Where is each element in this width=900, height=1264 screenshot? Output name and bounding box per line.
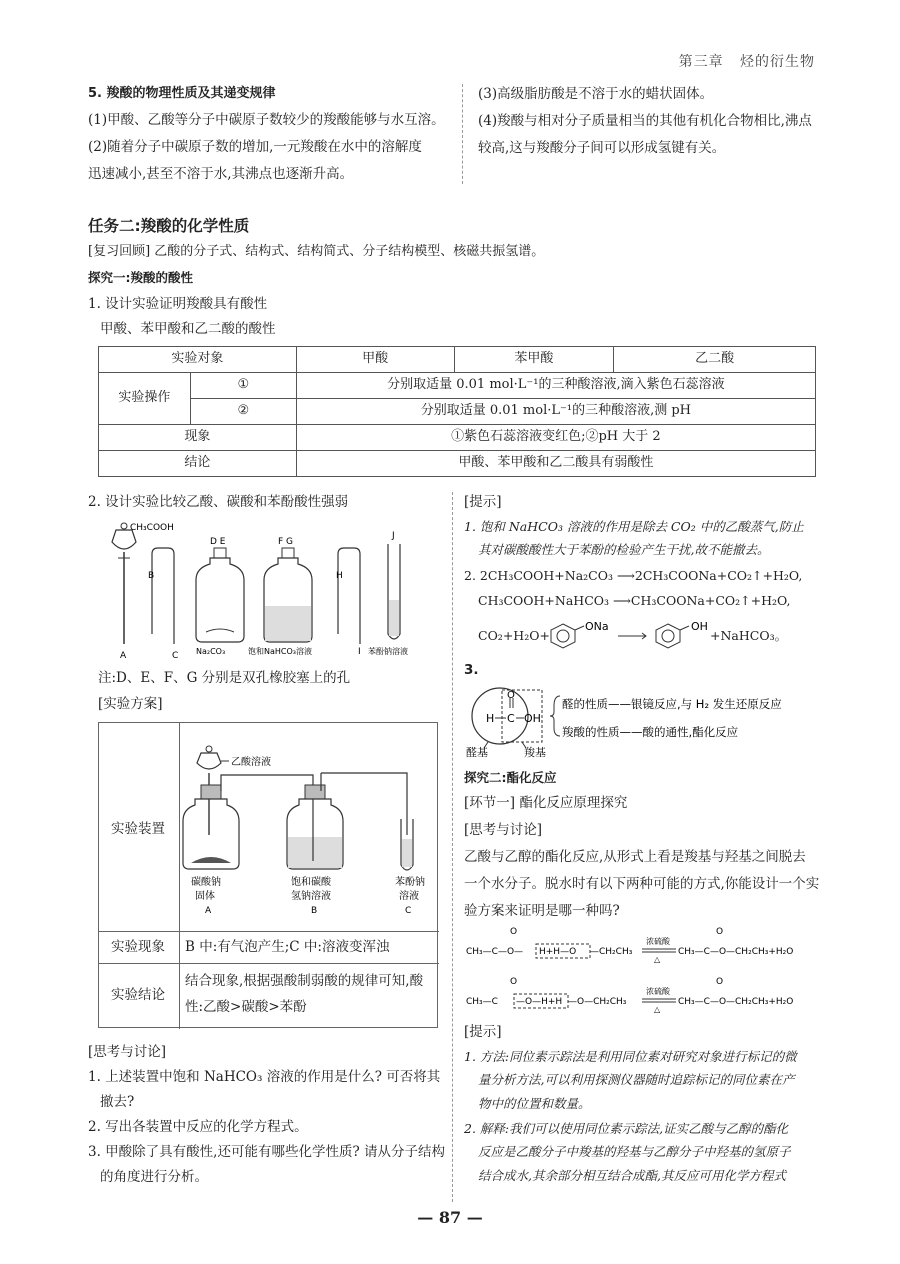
cell: 结合现象,根据强酸制弱酸的规律可知,酸 — [185, 973, 424, 989]
discussion-block — [88, 1042, 448, 1188]
bottle-b-letter: B — [311, 906, 318, 916]
column-divider — [462, 84, 463, 184]
explore1-title: 探究一:羧酸的酸性 — [88, 270, 193, 285]
paragraph: (1)甲酸、乙酸等分子中碳原子数较少的羧酸能够与水互溶。 — [88, 112, 445, 129]
row-label: 实验结论 — [111, 987, 165, 1003]
hints-block-2 — [464, 1022, 824, 1185]
question-1-sub: 甲酸、苯甲酸和乙二酸的酸性 — [100, 321, 276, 337]
bottle-nahco3 — [264, 548, 312, 642]
label-A: A — [120, 651, 127, 661]
atom-oh: OH — [524, 712, 541, 725]
discussion-item: 的角度进行分析。 — [100, 1168, 208, 1185]
row-label: 实验现象 — [111, 939, 165, 955]
hint-item: 结合成水,其余部分相互结合成酯,其反应可用化学方程式 — [478, 1167, 786, 1183]
hint-item: 反应是乙酸分子中羧基的羟基与乙醇分子中羟基的氢原子 — [478, 1144, 791, 1160]
paragraph: 一个水分子。脱水时有以下两种可能的方式,你能设计一个实 — [464, 876, 820, 893]
atom-o: O — [716, 977, 724, 987]
aldehyde-property: 醛的性质——银镜反应,与 H₂ 发生还原反应 — [562, 697, 782, 711]
atom-o: O — [507, 690, 515, 701]
explore2-title: 探究二:酯化反应 — [464, 770, 557, 785]
equation-left: CO₂+H₂O+ — [478, 628, 550, 643]
nahco3-label: 饱和NaHCO₃溶液 — [248, 647, 312, 656]
cell: 分别取适量 0.01 mol·L⁻¹的三种酸溶液,测 pH — [296, 399, 815, 425]
section-5-left — [88, 84, 448, 185]
cell: B 中:有气泡产生;C 中:溶液变浑浊 — [185, 939, 390, 955]
row-label: 现象 — [99, 425, 297, 451]
cell: 性:乙酸>碳酸>苯酚 — [185, 999, 307, 1015]
apparatus-diagram — [96, 514, 446, 664]
eq1-left: CH₃—C—O— — [466, 947, 524, 957]
scheme-label: [实验方案] — [98, 696, 163, 712]
chapter-label: 第三章 — [678, 54, 724, 70]
atom-h: H — [486, 712, 495, 725]
tube-c-label: 苯酚钠 — [395, 877, 425, 888]
discussion-item: 1. 上述装置中饱和 NaHCO₃ 溶液的作用是什么? 可否将其 — [88, 1068, 441, 1085]
acid-solution-label: 乙酸溶液 — [231, 757, 271, 768]
na2co3-label: Na₂CO₃ — [196, 647, 226, 656]
hint-title: [提示] — [464, 494, 502, 510]
header-cell: 苯甲酸 — [454, 347, 614, 373]
heat: △ — [654, 1005, 661, 1014]
tube-c-label: 溶液 — [399, 891, 419, 902]
funnel-label: CH₃COOH — [130, 523, 174, 533]
label-H: H — [336, 571, 343, 581]
step-label: [环节一] 酯化反应原理探究 — [464, 795, 628, 812]
hint-item: 量分析方法,可以利用探测仪器随时追踪标记的同位素在产 — [478, 1072, 795, 1088]
hint-item: 2. 解释:我们可以使用同位素示踪法,证实乙酸与乙醇的酯化 — [464, 1121, 789, 1137]
explore2-block — [464, 768, 824, 922]
row-label: 实验操作 — [99, 373, 191, 425]
paragraph: 乙酸与乙醇的酯化反应,从形式上看是羧基与羟基之间脱去 — [464, 849, 806, 866]
task2-title: 任务二:羧酸的化学性质 — [88, 217, 250, 235]
atom-o: O — [510, 977, 518, 987]
column-divider — [452, 492, 453, 1202]
paragraph: 验方案来证明是哪一种吗? — [464, 903, 620, 920]
cell: ① — [190, 373, 296, 399]
note: 注:D、E、F、G 分别是双孔橡胶塞上的孔 — [98, 670, 351, 686]
bottle-b-label: 饱和碳酸 — [291, 877, 331, 888]
discussion-item: 撤去? — [100, 1093, 135, 1110]
section-5-title: 5. 羧酸的物理性质及其递变规律 — [88, 86, 276, 101]
chapter-title: 烃的衍生物 — [740, 54, 815, 70]
eq2-left: CH₃—C — [466, 997, 498, 1007]
discussion-item: 2. 写出各装置中反应的化学方程式。 — [88, 1118, 308, 1135]
row-label: 结论 — [99, 451, 297, 477]
question-2: 2. 设计实验比较乙酸、碳酸和苯酚酸性强弱 — [88, 494, 349, 510]
esterification-equations — [464, 920, 834, 1016]
hint-item: 1. 饱和 NaHCO₃ 溶液的作用是除去 CO₂ 中的乙酸蒸气,防止 — [464, 518, 804, 534]
hint-equation: CH₃COOH+NaHCO₃ ⟶CH₃COONa+CO₂↑+H₂O, — [478, 593, 791, 609]
hint-item: 1. 方法:同位素示踪法是利用同位素对研究对象进行标记的微 — [464, 1048, 797, 1064]
review-line: [复习回顾] 乙酸的分子式、结构式、结构简式、分子结构模型、核磁共振氢谱。 — [88, 244, 545, 259]
aldehyde-group-label: 醛基 — [466, 746, 488, 758]
cell: ①紫色石蕊溶液变红色;②pH 大于 2 — [296, 425, 815, 451]
bottle-a-label: 固体 — [195, 891, 215, 902]
label-I: I — [358, 647, 361, 657]
bottle-a-letter: A — [205, 906, 212, 916]
phenolate-label: 苯酚钠溶液 — [368, 647, 408, 656]
eq2-right: CH₃—C—O—CH₂CH₃+H₂O — [678, 997, 794, 1007]
discussion-item: 3. 甲酸除了具有酸性,还可能有哪些化学性质? 请从分子结构 — [88, 1143, 445, 1160]
label-FG: F G — [278, 537, 294, 547]
section-5-right — [478, 84, 828, 159]
bottle-b-label: 氢钠溶液 — [291, 891, 331, 902]
label-C: C — [172, 651, 179, 661]
paragraph: 迅速减小,甚至不溶于水,其沸点也逐渐升高。 — [88, 165, 354, 182]
catalyst: 浓硫酸 — [646, 987, 670, 996]
bottle-na2co3 — [196, 548, 244, 642]
header-cell: 乙二酸 — [614, 347, 816, 373]
hint-number: 3. — [464, 662, 479, 678]
atom-o: O — [510, 927, 518, 937]
hint-item: 物中的位置和数量。 — [478, 1095, 591, 1111]
formic-acid-structure — [464, 686, 834, 758]
paragraph: (4)羧酸与相对分子质量相当的其他有机化合物相比,沸点 — [478, 112, 812, 129]
oh-label: OH — [691, 620, 708, 633]
paragraph: (2)随着分子中碳原子数的增加,一元羧酸在水中的溶解度 — [88, 139, 422, 156]
cell: ② — [190, 399, 296, 425]
bottle-a-label: 碳酸钠 — [191, 877, 221, 888]
scheme-apparatus — [181, 725, 437, 929]
eq1-box: H+H—O — [539, 947, 577, 957]
carboxylic-property: 羧酸的性质——酸的通性,酯化反应 — [562, 725, 739, 739]
scheme-table — [98, 722, 438, 1028]
atom-c: C — [507, 712, 515, 725]
tube-c-letter: C — [405, 906, 412, 916]
question-1: 1. 设计实验证明羧酸具有酸性 — [88, 296, 268, 312]
page-header — [679, 52, 815, 74]
test-tube — [388, 544, 400, 639]
label-J: J — [392, 531, 395, 541]
hint-equation: 2. 2CH₃COOH+Na₂CO₃ ⟶2CH₃COONa+CO₂↑+H₂O, — [464, 567, 803, 583]
paragraph: (3)高级脂肪酸是不溶于水的蜡状固体。 — [478, 86, 714, 102]
carboxyl-group-label: 羧基 — [524, 746, 546, 758]
ona-label: ONa — [585, 620, 609, 633]
eq1-mid: —CH₂CH₃ — [590, 947, 633, 957]
heat: △ — [654, 955, 661, 964]
hint-item: 其对碳酸酸性大于苯酚的检验产生干扰,故不能撤去。 — [478, 542, 770, 558]
discussion-title: [思考与讨论] — [88, 1044, 167, 1060]
cell: 甲酸、苯甲酸和乙二酸具有弱酸性 — [296, 451, 815, 477]
atom-o: O — [716, 927, 724, 937]
cell: 分别取适量 0.01 mol·L⁻¹的三种酸溶液,滴入紫色石蕊溶液 — [296, 373, 815, 399]
phenol-equation — [478, 620, 828, 650]
header-cell: 实验对象 — [99, 347, 297, 373]
eq2-mid: —O—CH₂CH₃ — [568, 997, 627, 1007]
eq2-box: —O—H+H — [516, 997, 563, 1007]
hint-title: [提示] — [464, 1024, 502, 1040]
eq1-right: CH₃—C—O—CH₂CH₃+H₂O — [678, 947, 794, 957]
row-label: 实验装置 — [111, 821, 165, 837]
catalyst: 浓硫酸 — [646, 937, 670, 946]
label-B: B — [148, 571, 155, 581]
separatory-funnel — [112, 523, 136, 644]
equation-right: +NaHCO₃。 — [710, 628, 788, 643]
acidity-table — [98, 346, 816, 477]
hints-block-1 — [464, 492, 824, 616]
header-cell: 甲酸 — [296, 347, 454, 373]
label-DE: D E — [210, 537, 226, 547]
paragraph: 较高,这与羧酸分子间可以形成氢键有关。 — [478, 139, 726, 156]
discussion-title: [思考与讨论] — [464, 822, 543, 839]
page-number: — 87 — — [417, 1208, 483, 1227]
